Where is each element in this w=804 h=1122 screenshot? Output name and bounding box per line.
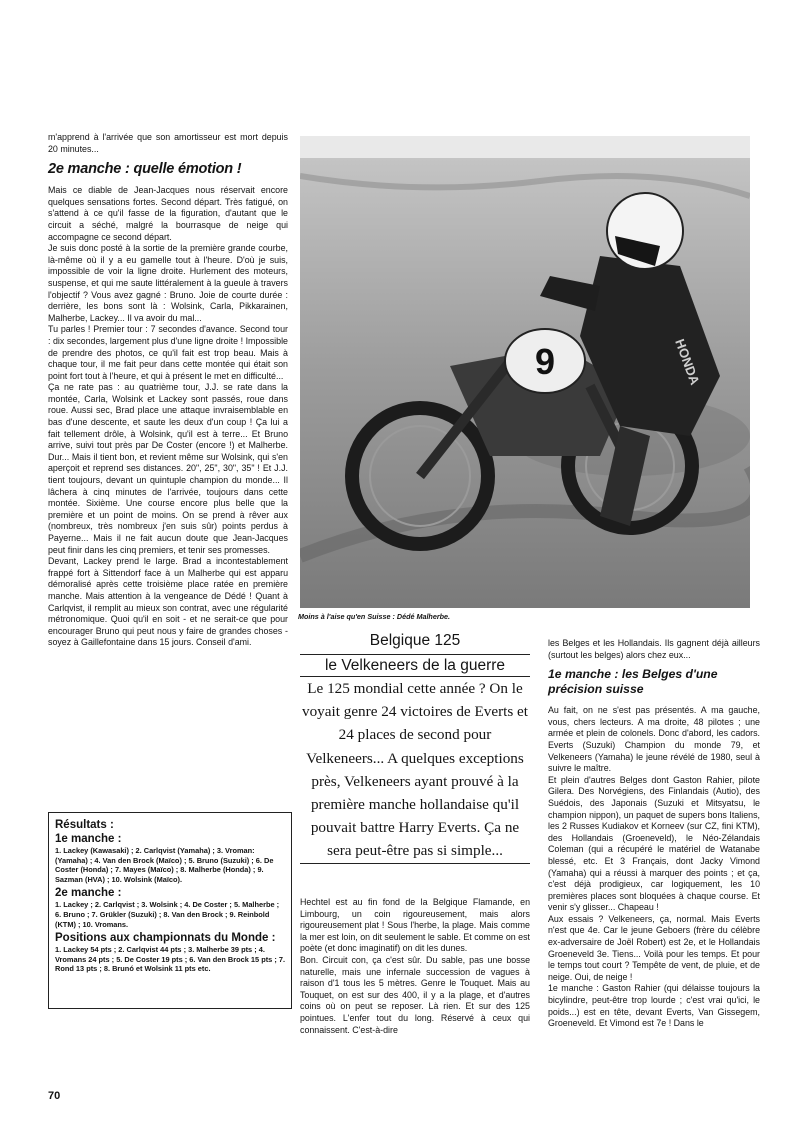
col3-paragraph: Au fait, on ne s'est pas présentés. A ma gauche, vous, chers lecteurs. A ma droite, 48 pilotes ; une armée et plein de colonels. Donc d'abord, les cadors. Everts (Suzuki) Champion du monde 79, et Velkeneers (Yamaha) le jeune révélé de 1980, seul à suivre le maître. bbox=[548, 705, 760, 774]
results-manche2-list: 1. Lackey ; 2. Carlqvist ; 3. Wolsink ; 4. De Coster ; 5. Malherbe ; 6. Bruno ; 7. Grükler (Suzuki) ; 8. Van den Brock ; 9. Reinbold (KTM) ; 10. Vromans. bbox=[55, 900, 280, 929]
col1-intro: m'apprend à l'arrivée que son amortisseur est mort depuis 20 minutes... bbox=[48, 132, 288, 154]
divider bbox=[300, 863, 530, 864]
results-title: Résultats : bbox=[55, 819, 114, 831]
mid-paragraph: Hechtel est au fin fond de la Belgique Flamande, en Limbourg, un coin rigoureusement, mais alors rigoureusement plat ! Sous l'herbe, la plage. Mais comme la mer est loin, on dit seulement le sable. Et comme on est poète (et donc imaginatif) on dit les dunes. bbox=[300, 897, 530, 954]
col1-paragraph: Je suis donc posté à la sortie de la première grande courbe, là-même où il y a eu gamelle tout à l'heure. D'où je suis, impossible de voir la ligne droite. Hurlement des moteurs, suspense, et qui me saute littéralement à la gueule à travers l'objectif ? Vous avez gagné : Bruno. Joie de courte durée : derrière, les bons sont là : Wolsink, Carla, Pikkarainen, Malherbe, Lackey... Il va avoir du mal... bbox=[48, 243, 288, 323]
rider-illustration bbox=[300, 136, 750, 608]
results-manche1-title: 1e manche : bbox=[55, 833, 122, 845]
results-manche1-list: 1. Lackey (Kawasaki) ; 2. Carlqvist (Yamaha) ; 3. Vroman: (Yamaha) ; 4. Van den Brock (Maïco) ; 5. Bruno (Suzuki) ; 6. De Coster (Honda) ; 7. Mayes (Maïco) ; 8. Malherbe (Honda) ; 9. Sazman (HVA) ; 10. Wolsink (Maïco). bbox=[55, 846, 274, 884]
col1-paragraph: Tu parles ! Premier tour : 7 secondes d'avance. Second tour : dix secondes, largement plus d'une ligne droite ! Impossible de prendre des photos, ce qu'il fait est trop beau. Mais à chaque tour, il me fait peur dans cette montée qui était son point fort tout à l'heure, et qui à présent le met en difficulté... bbox=[48, 324, 288, 381]
col1-paragraph: Ça ne rate pas : au quatrième tour, J.J. se rate dans la montée, Carla, Wolsink et Lackey sont passés, roue dans roue. Aussi sec, Brad place une attaque invraisemblable en bas d'une descente, et saute les deux d'un coup ! Ça lui a fait tellement drôle, à Wolsink, qu'il est à terre... Et Bruno arrive, suivi tout près par De Coster (encore !) et Malherbe. Dur... Mais il tient bon, et revient même sur Wolsink, qui s'en aperçoit et reprend ses distances. 20", 25", 30", 35" ! Et J.J. tient toujours, devant un quintuple champion du monde... Il lâchera à cinq minutes de l'arrivée, toujours dans cette montée. Sixième. Une course encore plus belle que la première et un point de moins. On se prend à rêver aux (nombreux, très nombreux j'en suis sûr) points perdus à Payerne... Mais il ne fait aucun doute que Jean-Jacques peut finir dans les cinq premiers, et tenir ses promesses. bbox=[48, 382, 288, 555]
page-number: 70 bbox=[48, 1090, 61, 1102]
plate-number: 9 bbox=[534, 341, 556, 382]
photo-caption: Moins à l'aise qu'en Suisse : Dédé Malherbe. bbox=[298, 612, 451, 621]
jersey-text: HONDA bbox=[672, 336, 703, 387]
col3-paragraph: 1e manche : Gaston Rahier (qui délaisse toujours la bicylindre, peut-être trop lourde ; c'est vrai qu'ici, le poids...) est en tête, devant Everts, Van Gissegem, Groeneveld. Et Vimond est 7e ! Dans le bbox=[548, 983, 760, 1029]
article-column-right bbox=[548, 638, 760, 1030]
motocross-photo bbox=[300, 136, 750, 608]
col1-paragraph: Devant, Lackey prend le large. Brad a incontestablement frappé fort à Sittendorf face à un Malherbe qui est apparu démoralisé après cette troisième place ratée en première manche. Mais attention à la vengeance de Dédé ! Quant à Carlqvist, il remplit au mieux son contrat, avec une régularité métronomique. Quoi qu'il en soit - et ne serait-ce que pour encourager Bruno qui peut nous y faire de grandes choses - soyez à Gaillefontaine dans 15 jours. Conseil d'ami. bbox=[48, 556, 288, 648]
headline: le Velkeneers de la guerre bbox=[324, 657, 506, 674]
col3-paragraph: Et plein d'autres Belges dont Gaston Rahier, pilote Gilera. Des Norvégiens, des Finlandais (Autio), des Suédois, des Japonais (Suzuki et Mitsyatsu, le champion nippon), un paquet de supers bons Italiens, les 2 Russes Kudiakov et Korneev (sur CZ, fini KTM), des Hollandais (Groeneveld), le Néo-Zélandais Coleman (qui a récupéré le matériel de Watanabe blessé, etc. Et 3 Français, dont Jacky Vimond (Yamaha) qui a réussi à marquer des points ; et ça, c'est déjà prodigieux, car logiquement, les 10 premières places sont bloquées à chaque course. Et venir s'y glisser... Chapeau ! bbox=[548, 774, 760, 913]
article-column-middle bbox=[300, 630, 530, 864]
col3-paragraph: Aux essais ? Velkeneers, ça, normal. Mais Everts n'est que 4e. Car le jeune Geboers (frère du célèbre ex-adversaire de Joël Robert) est 2e, et le Hollandais Groeneveld 3e. Tiens... Voilà pour les temps. Et pour le temps tout court ? Tempête de vent, de pluie, et de neige. Oui, de neige ! bbox=[548, 913, 760, 982]
section-title: Belgique 125 bbox=[369, 632, 461, 649]
championship-standings: 1. Lackey 54 pts ; 2. Carlqvist 44 pts ; 3. Malherbe 39 pts ; 4. Vromans 24 pts ; 5. De Coster 19 pts ; 6. Van den Brock 15 pts ; 7. Rond 13 pts ; 8. Brunó et Wolsink 11 pts etc. bbox=[55, 945, 286, 974]
championship-title: Positions aux championnats du Monde : bbox=[55, 932, 276, 945]
section-heading-2e-manche: 2e manche : quelle émotion ! bbox=[48, 161, 242, 178]
results-box bbox=[48, 812, 292, 1009]
col1-paragraph: Mais ce diable de Jean-Jacques nous réservait encore quelques sensations fortes. Second départ. Très fatigué, on s'attend à ce qu'il fasse de la figuration, d'autant que le circuit a séché, malgré la bourrasque de neige qui accompagne ce second départ. bbox=[48, 185, 288, 242]
mid-paragraph: Bon. Circuit con, ça c'est sûr. Du sable, pas une bosse naturelle, mais une infernale succession de vagues à raison d'1 tous les 5 mètres. Genre le Touquet. Mais au Touquet, on est sur des 400, il y a la plage, et d'autres coins où on peut se reposer. Là rien. Et sur des 125 pointues. L'enfer tout du long. Réservé à ceux qui connaissent. C'est-à-dire bbox=[300, 954, 530, 1035]
col3-intro: les Belges et les Hollandais. Ils gagnent déjà ailleurs (surtout les belges) alors chez eux... bbox=[548, 638, 760, 660]
section-heading-1e-manche: 1e manche : les Belges d'une précision suisse bbox=[548, 667, 718, 697]
results-manche2-title: 2e manche : bbox=[55, 887, 122, 900]
middle-body bbox=[300, 897, 530, 1036]
article-column-left bbox=[48, 132, 288, 649]
lead-paragraph: Le 125 mondial cette année ? On le voyait genre 24 victoires de Everts et 24 places de second pour Velkeneers... A quelques exceptions près, Velkeneers ayant prouvé à la première manche hollandaise qu'il pouvait battre Harry Everts. Ça ne sera peut-être pas si simple... bbox=[301, 680, 529, 860]
